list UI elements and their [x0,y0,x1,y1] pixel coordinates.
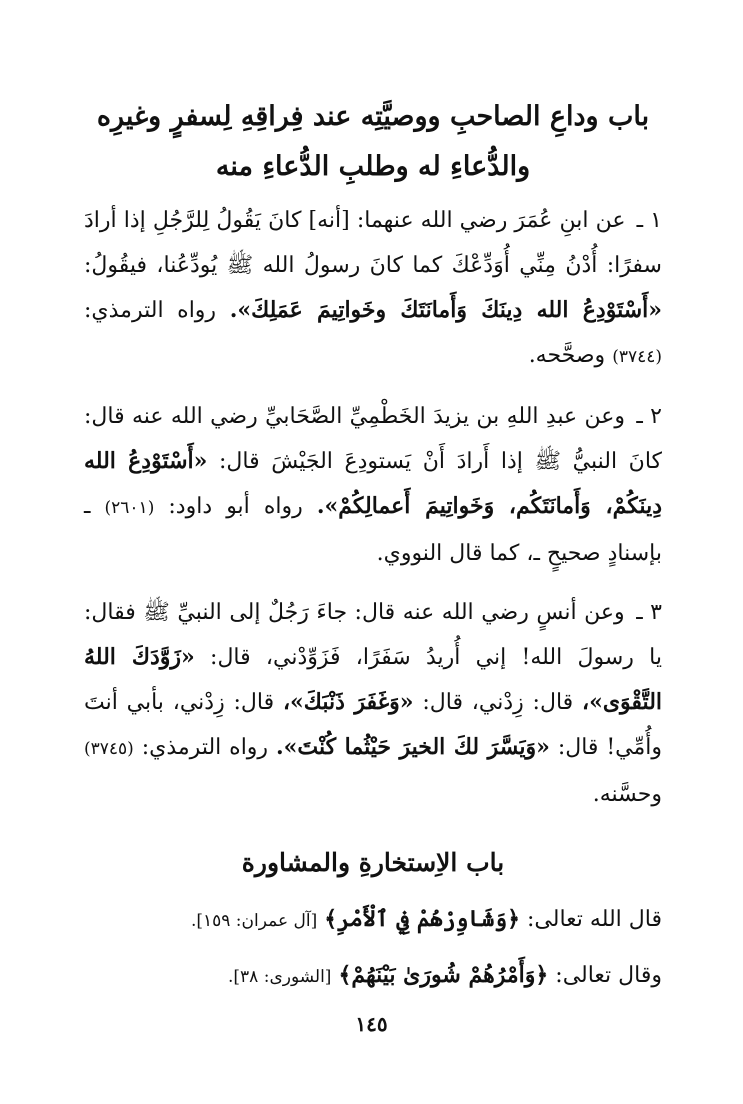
page-body [84,92,662,1007]
hadith-source: رواه أبو داود: [168,494,303,519]
verse-ref: [الشورى: ٣٨]. [228,967,332,987]
chapter-title [84,92,662,192]
hadith-3 [84,590,662,817]
hadith-quote: «وَيَسَّرَ لكَ الخيرَ حَيْثُما كُنْتَ». [275,734,550,760]
verse-intro: وقال تعالى: [555,963,662,988]
verse-1 [84,895,662,945]
hadith-text: قال: زِدْني، قال: [422,690,574,715]
hadith-quote: «زَوَّدَكَ اللهُ التَّقْوَى»، [84,644,663,715]
chapter-title-line-1: باب وداعِ الصاحبِ ووصيَّتِه عند فِراقِهِ لِسفرٍ وغيرِه [96,101,650,132]
hadith-number: ٣ ـ [636,600,662,625]
hadith-2 [84,394,662,576]
section-title: باب الاِستخارةِ والمشاورة [241,848,505,877]
hadith-ref: (٣٧٤٥) [84,739,134,759]
hadith-intro: وعن أنسٍ رضي الله عنه قال: جاءَ رَجُلٌ إلى النبيِّ ﷺ فقال: يا رسولَ الله! إني أُريدُ سَفَرًا، فَزَوِّدْني، قال: [84,600,662,670]
hadith-number: ١ ـ [636,208,662,233]
page-number: ١٤٥ [355,1012,388,1036]
chapter-title-line-2: والدُّعاءِ له وطلبِ الدُّعاءِ منه [215,151,531,182]
hadith-text: قال: زِدْني، بأبي أنتَ وأُمِّي! قال: [84,690,663,760]
verse-intro: قال الله تعالى: [527,907,662,932]
verse-ref: [آل عمران: ١٥٩]. [190,911,318,931]
hadith-ref: (٣٧٤٤) [612,347,662,367]
hadith-quote: «وَغَفَرَ ذَنْبَكَ»، [282,689,414,715]
hadith-number: ٢ ـ [636,404,662,429]
hadith-ref: (٢٦٠١) [104,498,155,518]
hadith-1 [84,198,662,380]
hadith-grade: ـ بإسنادٍ صحيحٍ ـ، كما قال النووي. [84,494,662,566]
hadith-intro: وعن عبدِ اللهِ بن يزيدَ الخَطْمِيِّ الصَّحَابيِّ رضي الله عنه قال: كانَ النبيُّ ﷺ إذا أَرادَ أَنْ يَستودِعَ الجَيْشَ قال: [84,404,663,474]
hadith-grade: وصحَّحه. [528,343,606,368]
verse-2 [84,951,662,1001]
quran-text: ﴿وَشَاوِرْهُمْ فِي ٱلْأَمْرِ﴾ [324,906,521,932]
hadith-intro: عن ابنِ عُمَرَ رضي الله عنهما: [أنه] كانَ يَقُولُ لِلرَّجُلِ إذا أرادَ سفرًا: أُدْنُ مِنِّي أُوَدِّعْكَ كما كانَ رسولُ الله ﷺ يُودِّعُنا، فيقُولُ: [84,208,662,278]
hadith-quote: «أَسْتَوْدِعُ الله دِينَكُمْ، وَأَمانَتَكُم، وَخَواتِيمَ أَعمالِكُمْ». [84,448,662,519]
quran-text: ﴿وَأَمْرُهُمْ شُورَىٰ بَيْنَهُمْ﴾ [338,962,549,988]
hadith-quote: «أَسْتَوْدِعُ الله دِينَكَ وَأَمانَتَكَ وخَواتِيمَ عَمَلِكَ». [229,297,663,323]
hadith-grade: وحسَّنه. [592,782,662,807]
hadith-source: رواه الترمذي: [84,298,217,323]
hadith-source: رواه الترمذي: [141,735,269,760]
